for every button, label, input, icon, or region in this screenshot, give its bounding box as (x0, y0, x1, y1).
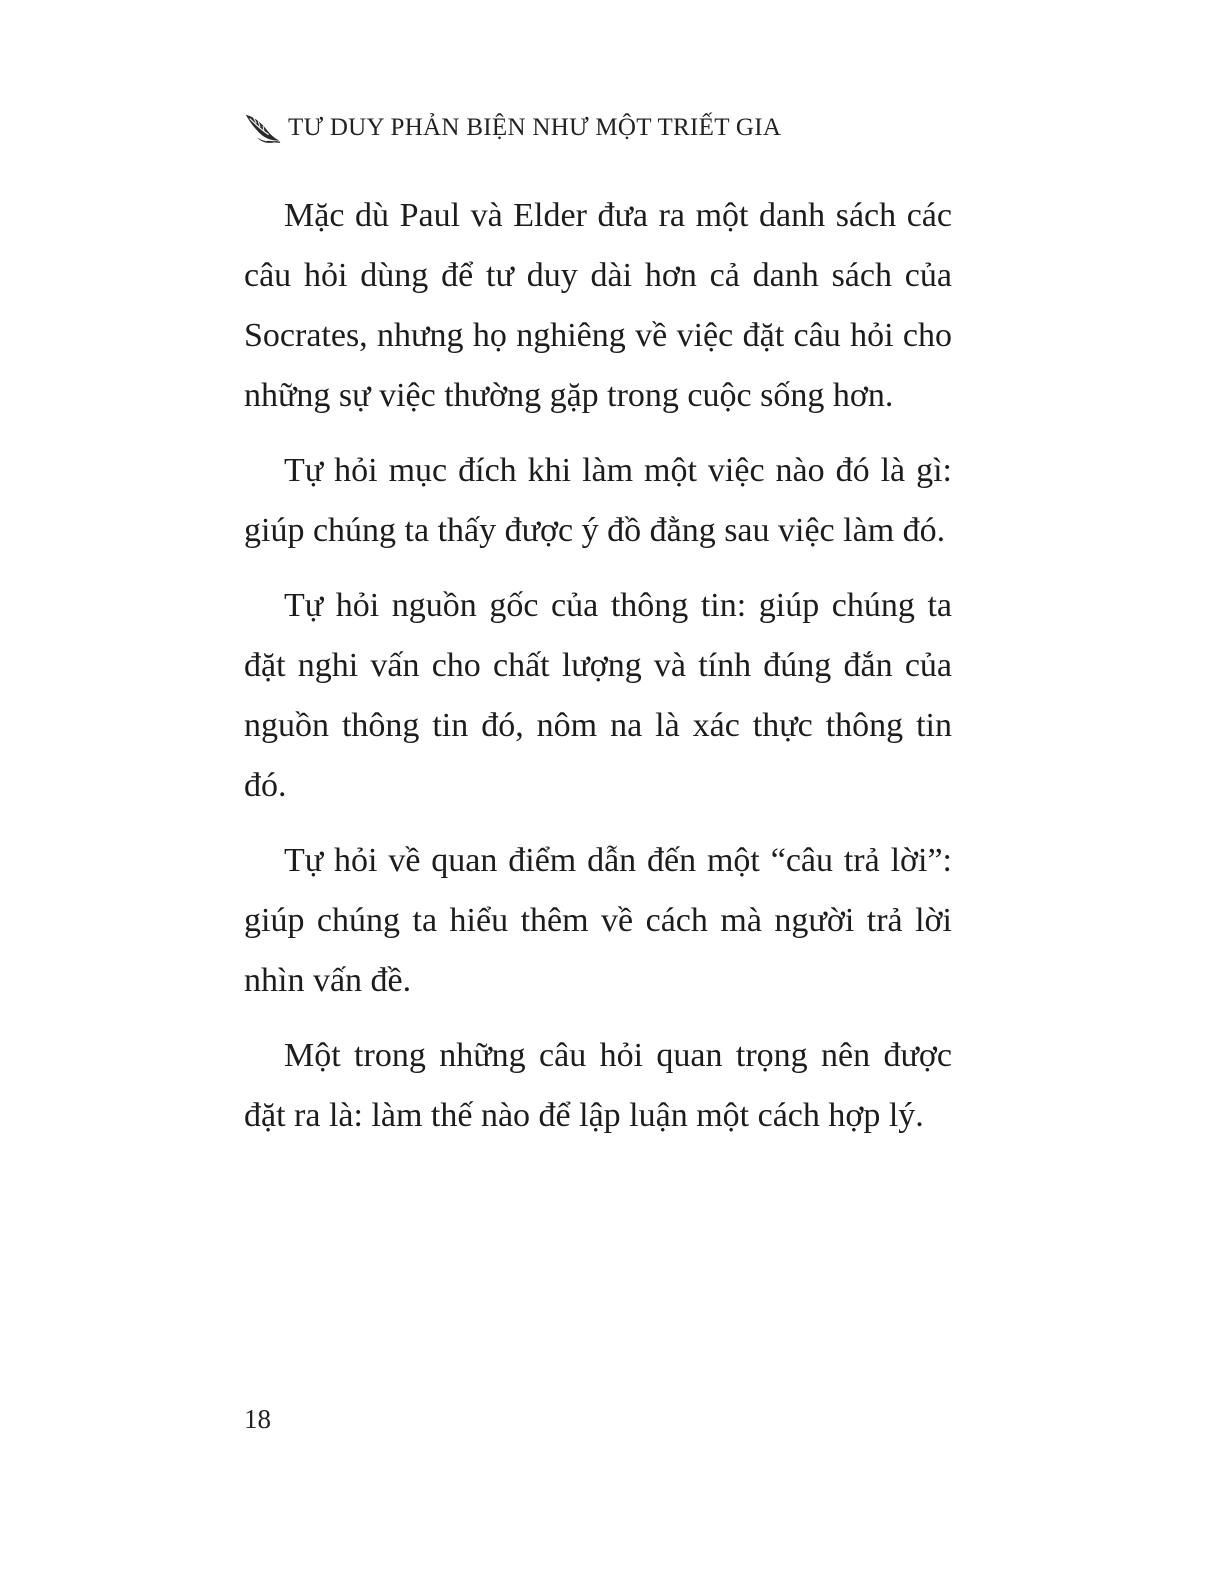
running-header (244, 106, 781, 150)
page-number: 18 (244, 1404, 271, 1434)
body-text (244, 186, 952, 1161)
paragraph: Một trong những câu hỏi quan trọng nên được đặt ra là: làm thế nào để lập luận một cách hợp lý. (244, 1037, 952, 1134)
paragraph: Tự hỏi nguồn gốc của thông tin: giúp chúng ta đặt nghi vấn cho chất lượng và tính đúng đắn của nguồn thông tin đó, nôm na là xác thực thông tin đó. (244, 587, 952, 804)
paragraph: Tự hỏi mục đích khi làm một việc nào đó là gì: giúp chúng ta thấy được ý đồ đằng sau việc làm đó. (244, 452, 952, 549)
quill-feather-icon (244, 109, 282, 147)
running-header-title: TƯ DUY PHẢN BIỆN NHƯ MỘT TRIẾT GIA (288, 114, 782, 141)
paragraph: Mặc dù Paul và Elder đưa ra một danh sách các câu hỏi dùng để tư duy dài hơn cả danh sách của Socrates, nhưng họ nghiêng về việc đặt câu hỏi cho những sự việc thường gặp trong cuộc sống hơn. (244, 197, 952, 414)
paragraph: Tự hỏi về quan điểm dẫn đến một “câu trả lời”: giúp chúng ta hiểu thêm về cách mà người trả lời nhìn vấn đề. (244, 842, 952, 999)
